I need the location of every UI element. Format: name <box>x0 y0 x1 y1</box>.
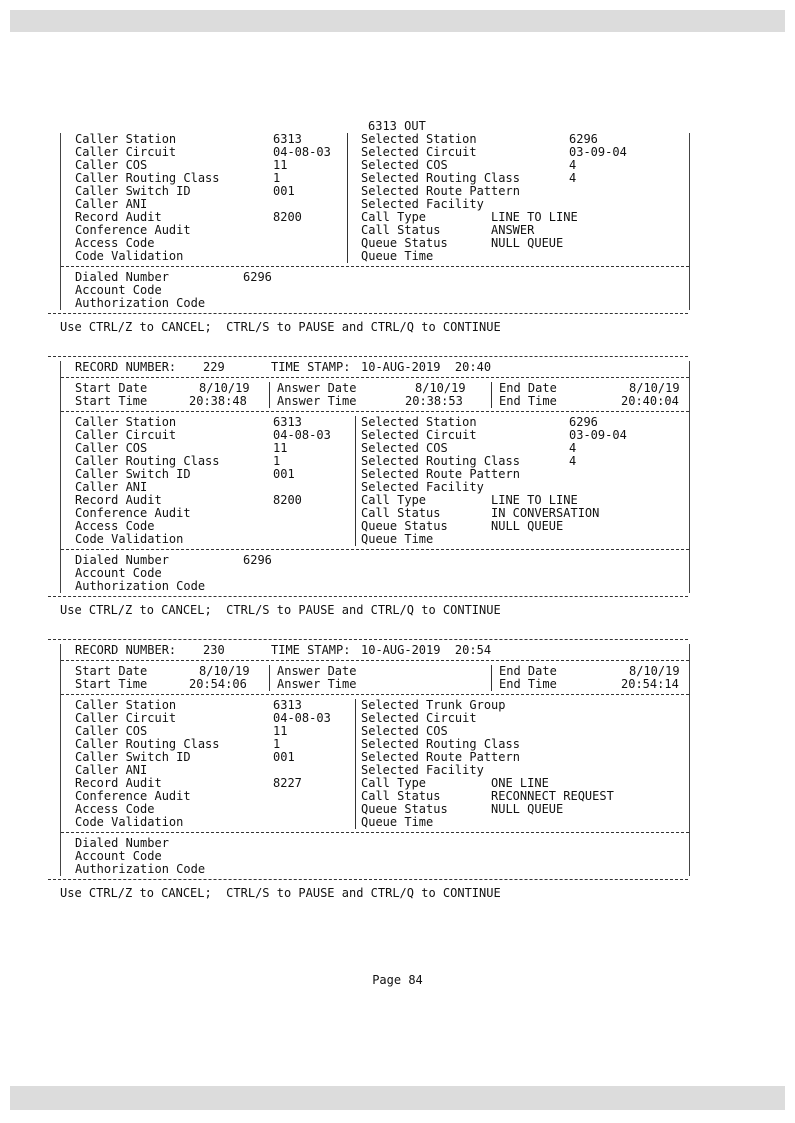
dialed-number-label: Dialed Number <box>75 836 169 850</box>
top-record-rows <box>75 133 689 263</box>
caller-field-value: 6313 <box>273 132 302 146</box>
caller-field-label: Code Validation <box>75 532 184 546</box>
selected-field-value: IN CONVERSATION <box>491 506 600 520</box>
selected-field-value: RECONNECT REQUEST <box>491 789 614 803</box>
answer-date-value: 8/10/19 <box>415 381 466 395</box>
caller-field-label: Conference Audit <box>75 789 191 803</box>
caller-field-label: Caller Station <box>75 698 177 712</box>
end-date-value: 8/10/19 <box>629 664 680 678</box>
dialed-number-label: Dialed Number <box>75 270 169 284</box>
selected-field-value: 4 <box>569 158 577 172</box>
selected-field-value: 03-09-04 <box>569 428 627 442</box>
start-date-label: Start Date <box>75 664 148 678</box>
selected-field-label: Selected COS <box>361 441 448 455</box>
continue-prompt: Use CTRL/Z to CANCEL; CTRL/S to PAUSE and CTRL/Q to CONTINUE <box>60 320 501 334</box>
end-time-label: End Time <box>499 677 557 691</box>
record-number-label: RECORD NUMBER: <box>75 643 177 657</box>
caller-field-value: 1 <box>273 454 281 468</box>
selected-field-label: Call Status <box>361 506 441 520</box>
top-record-header: 6313 OUT <box>368 119 426 133</box>
selected-field-label: Selected Station <box>361 132 477 146</box>
account-code-label: Account Code <box>75 849 162 863</box>
caller-field-value: 04-08-03 <box>273 145 331 159</box>
caller-field-label: Access Code <box>75 519 155 533</box>
selected-field-label: Queue Time <box>361 815 434 829</box>
record-block <box>60 361 690 593</box>
dialed-number-value: 6296 <box>243 553 272 567</box>
scan-bottom-band <box>10 1086 785 1110</box>
selected-field-label: Call Status <box>361 789 441 803</box>
selected-field-value: NULL QUEUE <box>491 802 564 816</box>
selected-field-label: Selected Routing Class <box>361 171 520 185</box>
caller-field-label: Caller Switch ID <box>75 750 191 764</box>
selected-field-label: Queue Status <box>361 802 448 816</box>
record-number-value: 229 <box>203 360 225 374</box>
answer-time-label: Answer Time <box>277 394 357 408</box>
selected-field-value: 6296 <box>569 415 598 429</box>
selected-field-value: NULL QUEUE <box>491 519 564 533</box>
selected-field-label: Queue Status <box>361 519 448 533</box>
caller-field-value: 6313 <box>273 698 302 712</box>
caller-field-label: Code Validation <box>75 815 184 829</box>
selected-field-label: Selected Facility <box>361 197 484 211</box>
record-block <box>60 644 690 876</box>
authorization-code-label: Authorization Code <box>75 296 206 310</box>
scan-top-band <box>10 10 785 32</box>
caller-field-label: Caller Routing Class <box>75 737 220 751</box>
caller-field-value: 11 <box>273 441 288 455</box>
selected-field-label: Selected Route Pattern <box>361 750 520 764</box>
caller-field-label: Caller COS <box>75 158 148 172</box>
end-date-value: 8/10/19 <box>629 381 680 395</box>
authorization-code-label: Authorization Code <box>75 579 206 593</box>
selected-field-label: Selected Trunk Group <box>361 698 506 712</box>
report-sheet <box>60 120 700 901</box>
record-number-value: 230 <box>203 643 225 657</box>
selected-field-label: Selected Circuit <box>361 428 477 442</box>
dialed-number-label: Dialed Number <box>75 553 169 567</box>
caller-field-value: 001 <box>273 467 295 481</box>
selected-field-value: ANSWER <box>491 223 535 237</box>
dialed-number-value: 6296 <box>243 270 272 284</box>
time-stamp-label: TIME STAMP: <box>271 643 351 657</box>
selected-field-value: 4 <box>569 441 577 455</box>
caller-field-value: 04-08-03 <box>273 428 331 442</box>
selected-field-value: 03-09-04 <box>569 145 627 159</box>
caller-field-value: 1 <box>273 171 281 185</box>
start-time-label: Start Time <box>75 394 148 408</box>
selected-field-label: Selected Facility <box>361 763 484 777</box>
caller-field-label: Record Audit <box>75 493 162 507</box>
account-code-label: Account Code <box>75 283 162 297</box>
selected-field-label: Selected Circuit <box>361 145 477 159</box>
caller-field-label: Caller Station <box>75 132 177 146</box>
end-date-label: End Date <box>499 664 557 678</box>
end-time-value: 20:40:04 <box>621 394 679 408</box>
caller-field-label: Caller Switch ID <box>75 467 191 481</box>
selected-field-value: ONE LINE <box>491 776 549 790</box>
selected-field-value: LINE TO LINE <box>491 210 578 224</box>
selected-field-label: Selected Routing Class <box>361 454 520 468</box>
caller-field-label: Caller COS <box>75 441 148 455</box>
selected-field-value: LINE TO LINE <box>491 493 578 507</box>
selected-field-label: Call Status <box>361 223 441 237</box>
caller-field-label: Caller ANI <box>75 197 148 211</box>
caller-field-value: 1 <box>273 737 281 751</box>
start-time-value: 20:54:06 <box>189 677 247 691</box>
selected-field-label: Selected COS <box>361 158 448 172</box>
time-stamp-value: 10-AUG-2019 20:54 <box>361 643 492 657</box>
answer-time-value: 20:38:53 <box>405 394 463 408</box>
selected-field-value: 6296 <box>569 132 598 146</box>
selected-field-label: Selected Route Pattern <box>361 467 520 481</box>
caller-field-value: 001 <box>273 184 295 198</box>
caller-field-label: Conference Audit <box>75 223 191 237</box>
time-stamp-label: TIME STAMP: <box>271 360 351 374</box>
caller-field-value: 04-08-03 <box>273 711 331 725</box>
caller-field-value: 11 <box>273 158 288 172</box>
start-date-value: 8/10/19 <box>199 664 250 678</box>
selected-field-label: Queue Time <box>361 249 434 263</box>
caller-field-value: 8200 <box>273 210 302 224</box>
account-code-label: Account Code <box>75 566 162 580</box>
selected-field-label: Selected Circuit <box>361 711 477 725</box>
selected-field-label: Selected Facility <box>361 480 484 494</box>
selected-field-label: Queue Status <box>361 236 448 250</box>
record-number-label: RECORD NUMBER: <box>75 360 177 374</box>
selected-field-label: Call Type <box>361 210 427 224</box>
caller-field-label: Access Code <box>75 802 155 816</box>
caller-field-value: 8227 <box>273 776 302 790</box>
caller-field-label: Caller Switch ID <box>75 184 191 198</box>
start-date-label: Start Date <box>75 381 148 395</box>
record-229 <box>60 356 700 618</box>
selected-field-label: Queue Time <box>361 532 434 546</box>
caller-field-label: Code Validation <box>75 249 184 263</box>
record-230 <box>60 639 700 901</box>
start-date-value: 8/10/19 <box>199 381 250 395</box>
caller-field-value: 6313 <box>273 415 302 429</box>
selected-field-value: 4 <box>569 171 577 185</box>
selected-field-label: Selected Route Pattern <box>361 184 520 198</box>
continue-prompt: Use CTRL/Z to CANCEL; CTRL/S to PAUSE and CTRL/Q to CONTINUE <box>60 886 501 900</box>
selected-field-label: Call Type <box>361 493 427 507</box>
top-record-detail <box>60 133 690 310</box>
answer-time-label: Answer Time <box>277 677 357 691</box>
caller-field-label: Caller ANI <box>75 763 148 777</box>
continue-prompt: Use CTRL/Z to CANCEL; CTRL/S to PAUSE and CTRL/Q to CONTINUE <box>60 603 501 617</box>
caller-field-label: Caller Circuit <box>75 711 177 725</box>
caller-field-label: Caller Circuit <box>75 428 177 442</box>
start-time-label: Start Time <box>75 677 148 691</box>
answer-date-label: Answer Date <box>277 381 357 395</box>
time-stamp-value: 10-AUG-2019 20:40 <box>361 360 492 374</box>
selected-field-value: NULL QUEUE <box>491 236 564 250</box>
caller-field-value: 001 <box>273 750 295 764</box>
caller-field-label: Record Audit <box>75 776 162 790</box>
page-number: Page 84 <box>372 973 423 987</box>
end-time-value: 20:54:14 <box>621 677 679 691</box>
top-record <box>60 120 700 335</box>
selected-field-value: 4 <box>569 454 577 468</box>
caller-field-label: Caller Station <box>75 415 177 429</box>
caller-field-value: 8200 <box>273 493 302 507</box>
selected-field-label: Selected COS <box>361 724 448 738</box>
end-time-label: End Time <box>499 394 557 408</box>
caller-field-label: Caller ANI <box>75 480 148 494</box>
caller-field-label: Caller Routing Class <box>75 171 220 185</box>
caller-field-label: Conference Audit <box>75 506 191 520</box>
selected-field-label: Call Type <box>361 776 427 790</box>
selected-field-label: Selected Routing Class <box>361 737 520 751</box>
caller-field-label: Caller Circuit <box>75 145 177 159</box>
caller-field-label: Record Audit <box>75 210 162 224</box>
caller-field-value: 11 <box>273 724 288 738</box>
caller-field-label: Caller Routing Class <box>75 454 220 468</box>
answer-date-label: Answer Date <box>277 664 357 678</box>
caller-field-label: Access Code <box>75 236 155 250</box>
selected-field-label: Selected Station <box>361 415 477 429</box>
end-date-label: End Date <box>499 381 557 395</box>
authorization-code-label: Authorization Code <box>75 862 206 876</box>
start-time-value: 20:38:48 <box>189 394 247 408</box>
caller-field-label: Caller COS <box>75 724 148 738</box>
